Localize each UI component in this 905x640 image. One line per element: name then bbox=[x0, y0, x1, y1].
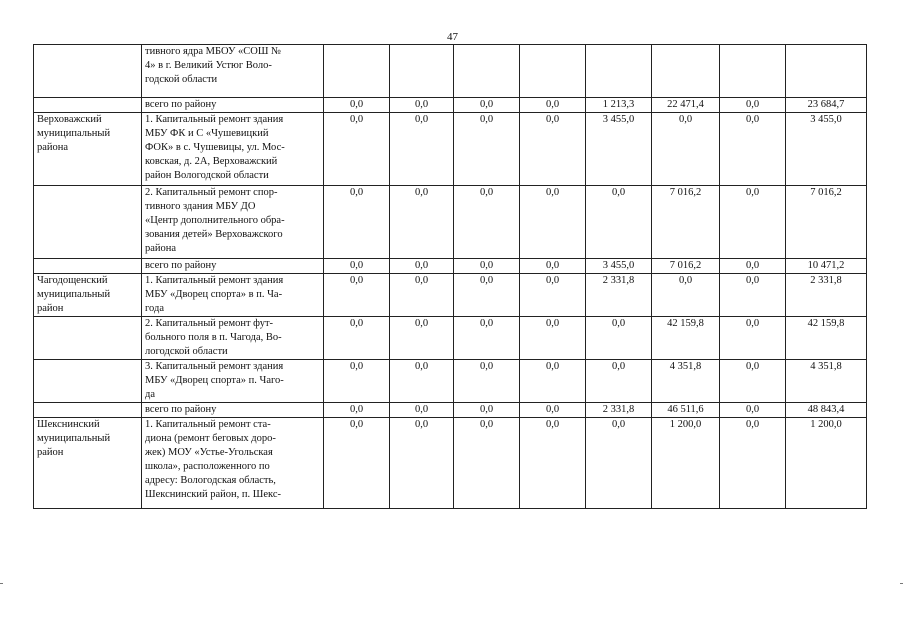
district-cell bbox=[34, 186, 142, 259]
value-cell: 3 455,0 bbox=[786, 113, 867, 186]
table-row bbox=[34, 186, 867, 259]
table-row bbox=[34, 403, 867, 418]
value-cell: 42 159,8 bbox=[786, 317, 867, 360]
value-cell: 0,0 bbox=[720, 259, 786, 274]
value-cell: 0,0 bbox=[390, 317, 454, 360]
value-cell: 0,0 bbox=[324, 186, 390, 259]
value-cell: 0,0 bbox=[454, 113, 520, 186]
value-cell: 0,0 bbox=[324, 403, 390, 418]
value-cell: 4 351,8 bbox=[652, 360, 720, 403]
value-cell: 0,0 bbox=[390, 403, 454, 418]
value-cell: 48 843,4 bbox=[786, 403, 867, 418]
district-cell: Шекснинский муниципальный район bbox=[34, 418, 142, 509]
value-cell bbox=[454, 45, 520, 98]
value-cell: 0,0 bbox=[390, 274, 454, 317]
district-cell: Верховажский муниципальный района bbox=[34, 113, 142, 186]
page-number: 47 bbox=[447, 31, 458, 43]
table-row bbox=[34, 274, 867, 317]
value-cell: 0,0 bbox=[520, 403, 586, 418]
value-cell: 1 213,3 bbox=[586, 98, 652, 113]
value-cell: 7 016,2 bbox=[652, 259, 720, 274]
value-cell: 0,0 bbox=[720, 274, 786, 317]
table-row bbox=[34, 317, 867, 360]
value-cell: 0,0 bbox=[720, 113, 786, 186]
value-cell: 0,0 bbox=[454, 186, 520, 259]
value-cell: 0,0 bbox=[720, 317, 786, 360]
value-cell: 0,0 bbox=[324, 274, 390, 317]
object-cell: 1. Капитальный ремонт ста- диона (ремонт беговых доро- жек) МОУ «Устье-Угольская школа», расположенного по адресу: Вологодская область, Шекснинский район, п. Шекс- bbox=[142, 418, 324, 509]
value-cell: 0,0 bbox=[720, 403, 786, 418]
value-cell: 0,0 bbox=[390, 259, 454, 274]
value-cell: 0,0 bbox=[520, 274, 586, 317]
value-cell: 0,0 bbox=[520, 113, 586, 186]
value-cell: 0,0 bbox=[520, 360, 586, 403]
value-cell: 7 016,2 bbox=[652, 186, 720, 259]
value-cell: 0,0 bbox=[390, 186, 454, 259]
value-cell: 0,0 bbox=[390, 113, 454, 186]
value-cell: 0,0 bbox=[324, 317, 390, 360]
value-cell: 2 331,8 bbox=[786, 274, 867, 317]
value-cell: 0,0 bbox=[520, 259, 586, 274]
value-cell: 4 351,8 bbox=[786, 360, 867, 403]
object-cell: всего по району bbox=[142, 98, 324, 113]
scan-edge-mark-left bbox=[0, 583, 3, 584]
value-cell: 0,0 bbox=[520, 98, 586, 113]
value-cell: 0,0 bbox=[652, 113, 720, 186]
value-cell: 46 511,6 bbox=[652, 403, 720, 418]
object-cell: всего по району bbox=[142, 403, 324, 418]
value-cell: 0,0 bbox=[390, 418, 454, 509]
value-cell: 0,0 bbox=[324, 360, 390, 403]
table-row bbox=[34, 360, 867, 403]
value-cell: 0,0 bbox=[390, 98, 454, 113]
value-cell: 0,0 bbox=[324, 113, 390, 186]
value-cell: 0,0 bbox=[454, 317, 520, 360]
value-cell bbox=[652, 45, 720, 98]
value-cell: 0,0 bbox=[454, 418, 520, 509]
value-cell: 0,0 bbox=[454, 98, 520, 113]
object-cell: 3. Капитальный ремонт здания МБУ «Дворец спорта» п. Чаго- да bbox=[142, 360, 324, 403]
value-cell bbox=[586, 45, 652, 98]
value-cell: 2 331,8 bbox=[586, 274, 652, 317]
object-cell: 2. Капитальный ремонт спор- тивного здания МБУ ДО «Центр дополнительного обра- зования детей» Верховажского района bbox=[142, 186, 324, 259]
object-cell: 1. Капитальный ремонт здания МБУ ФК и С «Чушевицкий ФОК» в с. Чушевицы, ул. Мос- ковская, д. 2А, Верховажский район Вологодской области bbox=[142, 113, 324, 186]
value-cell: 0,0 bbox=[720, 98, 786, 113]
value-cell: 42 159,8 bbox=[652, 317, 720, 360]
value-cell: 1 200,0 bbox=[652, 418, 720, 509]
value-cell: 0,0 bbox=[720, 418, 786, 509]
value-cell: 0,0 bbox=[324, 98, 390, 113]
value-cell bbox=[520, 45, 586, 98]
value-cell: 3 455,0 bbox=[586, 113, 652, 186]
value-cell: 0,0 bbox=[454, 274, 520, 317]
value-cell: 0,0 bbox=[586, 317, 652, 360]
value-cell: 22 471,4 bbox=[652, 98, 720, 113]
value-cell: 0,0 bbox=[652, 274, 720, 317]
district-cell bbox=[34, 259, 142, 274]
object-cell: всего по району bbox=[142, 259, 324, 274]
value-cell: 10 471,2 bbox=[786, 259, 867, 274]
value-cell: 2 331,8 bbox=[586, 403, 652, 418]
object-cell: тивного ядра МБОУ «СОШ № 4» в г. Великий Устюг Воло- годской области bbox=[142, 45, 324, 98]
value-cell: 0,0 bbox=[720, 186, 786, 259]
value-cell: 23 684,7 bbox=[786, 98, 867, 113]
value-cell: 0,0 bbox=[454, 403, 520, 418]
district-cell bbox=[34, 45, 142, 98]
value-cell: 0,0 bbox=[454, 360, 520, 403]
funding-table bbox=[33, 44, 867, 509]
district-cell bbox=[34, 360, 142, 403]
value-cell bbox=[390, 45, 454, 98]
value-cell bbox=[324, 45, 390, 98]
value-cell: 0,0 bbox=[586, 186, 652, 259]
value-cell: 0,0 bbox=[720, 360, 786, 403]
table-row bbox=[34, 98, 867, 113]
district-cell bbox=[34, 98, 142, 113]
value-cell: 0,0 bbox=[390, 360, 454, 403]
district-cell bbox=[34, 403, 142, 418]
object-cell: 2. Капитальный ремонт фут- больного поля в п. Чагода, Во- логодской области bbox=[142, 317, 324, 360]
value-cell: 7 016,2 bbox=[786, 186, 867, 259]
value-cell: 0,0 bbox=[586, 360, 652, 403]
value-cell: 0,0 bbox=[520, 317, 586, 360]
value-cell: 0,0 bbox=[520, 418, 586, 509]
value-cell: 0,0 bbox=[454, 259, 520, 274]
value-cell bbox=[720, 45, 786, 98]
scan-edge-mark-right bbox=[900, 583, 903, 584]
value-cell bbox=[786, 45, 867, 98]
value-cell: 1 200,0 bbox=[786, 418, 867, 509]
table-row bbox=[34, 259, 867, 274]
value-cell: 0,0 bbox=[586, 418, 652, 509]
value-cell: 0,0 bbox=[520, 186, 586, 259]
table-row bbox=[34, 113, 867, 186]
district-cell: Чагодощенский муниципальный район bbox=[34, 274, 142, 317]
value-cell: 0,0 bbox=[324, 259, 390, 274]
value-cell: 3 455,0 bbox=[586, 259, 652, 274]
value-cell: 0,0 bbox=[324, 418, 390, 509]
table-row bbox=[34, 418, 867, 509]
district-cell bbox=[34, 317, 142, 360]
table-row bbox=[34, 45, 867, 98]
object-cell: 1. Капитальный ремонт здания МБУ «Дворец спорта» в п. Ча- года bbox=[142, 274, 324, 317]
